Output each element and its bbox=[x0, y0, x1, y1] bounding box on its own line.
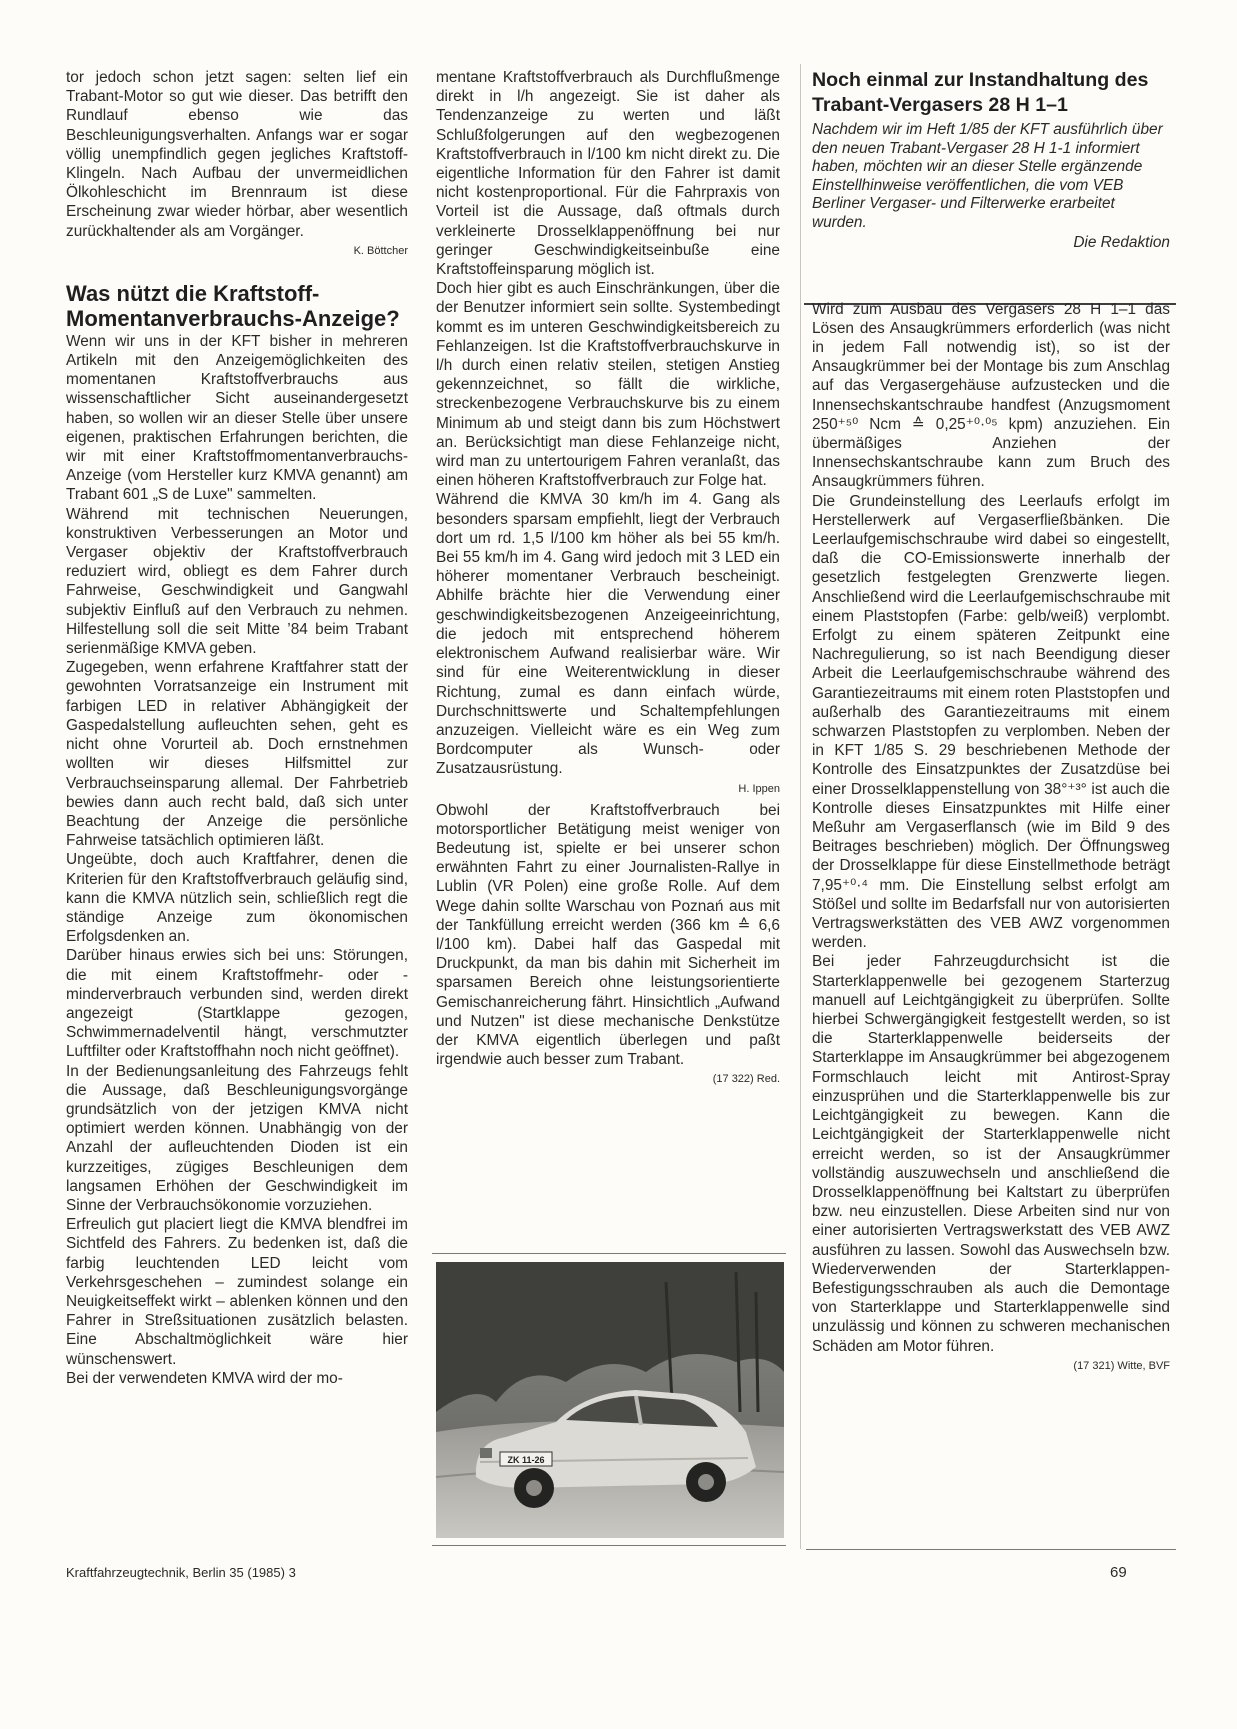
continued-paragraph: tor jedoch schon jetzt sagen: selten lief ein Trabant-Motor so gut wie dieser. Das betrifft den Rundlauf ebenso wie das Beschleunigungsverhalten. Anfangs war er sogar völlig unempfindlich gegen jegliches Kraftstoff-Klingeln. Nach Aufbau der unvermeidlichen Ölkohleschicht im Brennraum ist diese Erscheinung zwar wieder hörbar, aber wesentlich zurückhaltender als am Vorgänger. bbox=[66, 69, 408, 240]
body-paragraph: Zugegeben, wenn erfahrene Kraftfahrer statt der gewohnten Vorratsanzeige ein Instrument mit farbigen LED in relativer Abhängigkeit der Gaspedalstellung aufleuchten sehen, geht es nicht ohne Vorurteil ab. Doch ernstnehmen wollten wir dieses Hilfsmittel zur Verbrauchseinsparung allemal. Der Fahrbetrieb bewies dann auch recht bald, daß sich unter Beachtung der Anzeige die persönliche Fahrweise tatsächlich optimieren läßt. bbox=[66, 659, 408, 850]
footer-publication: Kraftfahrzeugtechnik, Berlin 35 (1985) 3 bbox=[66, 1565, 296, 1580]
body-paragraph: mentane Kraftstoffverbrauch als Durchflußmenge direkt in l/h angezeigt. Sie ist daher als Tendenzanzeige zu werten und läßt Schlußfolgerungen auf den wegbezogenen Kraftstoffverbrauch in l/100 km nicht direkt zu. Die eigentliche Information für den Fahrer ist damit nicht kostenproportional. Für die Fahrpraxis von Vorteil ist die Aussage, daß oftmals durch verkleinerte Drosselklappenöffnung bei nur geringer Geschwindigkeitseinbuße eine Kraftstoffeinsparung möglich ist. bbox=[436, 69, 780, 279]
column-divider bbox=[800, 64, 801, 1549]
column-1 bbox=[66, 68, 408, 1388]
body-paragraph: Bei der verwendeten KMVA wird der mo- bbox=[66, 1369, 343, 1387]
author-signature: K. Böttcher bbox=[353, 244, 408, 257]
editorial-signature: Die Redaktion bbox=[1073, 233, 1170, 251]
body-paragraph: Während die KMVA 30 km/h im 4. Gang als besonders sparsam empfiehlt, liegt der Verbrauch dort um rd. 1,5 l/100 km höher als bei 55 km/h. Bei 55 km/h im 4. Gang wird jedoch mit 3 LED ein höherer momentaner Verbrauch bescheinigt. Abhilfe brächte hier die Verwendung einer geschwindigkeitsbezogenen Anzeigeeinrichtung, die jedoch mit entsprechend höherem elektronischem Aufwand realisierbar wäre. Wir sind für eine Weiterentwicklung in dieser Richtung, zumal es dann einfach würde, Durchschnittswerte und Schaltempfehlungen anzuzeigen. Vielleicht wäre es ein Weg zum Bordcomputer als Wunsch- oder Zusatzausrüstung. bbox=[436, 491, 780, 778]
body-paragraph: Während mit technischen Neuerungen, konstruktiven Verbesserungen an Motor und Vergaser objektiv der Kraftstoffverbrauch reduziert wird, obliegt es dem Fahrer durch Fahrweise, Geschwindigkeit und Gangwahl subjektiv Einfluß auf den Verbrauch zu nehmen. Hilfestellung soll die seit Mitte ’84 beim Trabant serienmäßige KMVA geben. bbox=[66, 505, 408, 658]
author-signature: H. Ippen bbox=[738, 782, 780, 795]
body-paragraph: Obwohl der Kraftstoffverbrauch bei motorsportlicher Betätigung meist weniger von Bedeutung ist, spielte er bei unserer schon erwähnten Fahrt zu einer Journalisten-Rallye in Lublin (VR Polen) eine große Rolle. Auf dem Wege dahin sollte Warschau von Poznań aus mit der Tankfüllung erreicht werden (366 km ≙ 6,6 l/100 km). Dabei half das Gaspedal mit Druckpunkt, da man bis dahin mit Sicherheit im sparsamen Bereich ohne leistungsorientierte Gemischanreicherung fährt. Hinsichtlich „Aufwand und Nutzen" ist diese mechanische Denkstütze der KMVA eigentlich überlegen und paßt irgendwie auch besser zum Trabant. bbox=[436, 801, 780, 1069]
body-paragraph: Darüber hinaus erwies sich bei uns: Störungen, die mit einem Kraftstoffmehr- oder -minderverbrauch verbunden sind, werden direkt angezeigt (Startklappe gezogen, Schwimmernadelventil hängt, verschmutzter Luftfilter oder Kraftstoffhahn noch nicht geöffnet). bbox=[66, 947, 408, 1061]
column-2 bbox=[436, 68, 780, 1091]
photo-bottom-rule bbox=[432, 1545, 786, 1546]
license-plate-text: ZK 11-26 bbox=[507, 1455, 545, 1465]
column-3 bbox=[812, 68, 1170, 1378]
article-heading: Was nützt die Kraftstoff-Momentanverbrauchs-Anzeige? bbox=[66, 280, 400, 331]
body-paragraph: Die Grundeinstellung des Leerlaufs erfolgt im Herstellerwerk auf Vergaserfließbänken. Die Leerlaufgemischschraube wird dabei so eingestellt, daß die CO-Emissionswerte innerhalb der gesetzlich festgelegten Grenzwerte liegen. Anschließend wird die Leerlaufgemischschraube mit einem Plaststopfen (Farbe: gelb/weiß) verplombt. Erfolgt zu einem späteren Zeitpunkt eine Nachregulierung, so ist nach Beendigung dieser Arbeit die Leerlaufgemischschraube während des Garantiezeitraums mit einem roten Plaststopfen und außerhalb des Garantiezeitraums mit einem schwarzen Plaststopfen zu verplomben. Neben der in KFT 1/85 S. 29 beschriebenen Methode der Kontrolle des Einsatzpunktes der Zusatzdüse bei einer Drosselklappenstellung von 38°⁺³° ist auch die Kontrolle dieses Einsatzpunktes mit Hilfe einer Meßuhr am Vergaserflansch (wie im Bild 9 des Beitrages beschrieben) möglich. Der Öffnungsweg der Drosselklappe für diese Einstellmethode beträgt 7,95⁺⁰·⁴ mm. Die Einstellung selbst erfolgt am Stößel und sollte im Bedarfsfall nur von autorisierten Vertragswerkstätten des VEB AWZ vorgenommen werden. bbox=[812, 492, 1170, 952]
box-spacer bbox=[812, 260, 1170, 300]
car-photo-icon bbox=[436, 1262, 784, 1538]
body-paragraph: Bei jeder Fahrzeugdurchsicht ist die Starterklappenwelle bei gezogenem Starterzug manuell auf Leichtgängigkeit zu überprüfen. Sollte hierbei Schwergängigkeit festgestellt werden, so ist die Starterklappenwelle beiderseits der Starterklappe im Ansaugkrümmer bei abgezogenem Formschlauch leicht mit Antirost-Spray einzusprühen und die Starterklappenwelle bis zur Leichtgängigkeit zu bewegen. Kann die Leichtgängigkeit der Starterklappenwelle nicht erreicht werden, so ist der Ansaugkrümmer vollständig auszuwechseln und anschließend die Drosselklappenöffnung bei Kaltstart zu überprüfen bzw. neu einzustellen. Diese Arbeiten sind nur von einer autorisierten Vertragswerkstatt des VEB AWZ ausführen zu lassen. Sowohl das Auswechseln bzw. Wiederverwenden der Starterklappen-Befestigungsschrauben als auch die Demontage von Starterklappe und Starterklappenwelle sind unzulässig und können zu schweren mechanischen Schäden am Motor führen. bbox=[812, 953, 1170, 1355]
body-paragraph: In der Bedienungsanleitung des Fahrzeugs fehlt die Aussage, daß Beschleunigungsvorgänge grundsätzlich von der jetzigen KMVA nicht optimiert werden können. Unabhängig von der Anzahl der aufleuchtenden Dioden ist ein kurzzeitiges, zügiges Beschleunigen dem langsamen Erhöhen der Geschwindigkeit im Sinne der Verbrauchsökonomie vorzuziehen. bbox=[66, 1062, 408, 1214]
box-heading: Noch einmal zur Instandhaltung des Trabant-Vergasers 28 H 1–1 bbox=[812, 69, 1149, 116]
body-paragraph: Wird zum Ausbau des Vergasers 28 H 1–1 das Lösen des Ansaugkrümmers erforderlich (was nicht in jedem Fall notwendig ist), so ist der Ansaugkrümmer bei der Montage bis zum Anschlag auf das Vergasergehäuse aufzustecken und die Innensechskantschraube handfest (Anzugsmoment 250⁺⁵⁰ Ncm ≙ 0,25⁺⁰·⁰⁵ kpm) anzuziehen. Ein übermäßiges Anziehen der Innensechskantschraube kann zum Bruch des Ansaugkrümmers führen. bbox=[812, 300, 1170, 491]
column-3-bottom-rule bbox=[806, 1549, 1176, 1550]
body-paragraph: Erfreulich gut placiert liegt die KMVA blendfrei im Sichtfeld des Fahrers. Zu bedenken ist, daß die farbig leuchtenden LED leicht vom Verkehrsgeschehen – zumindest solange ein Neuigkeitseffekt wirkt – ablenken können und den Fahrer in Streßsituationen zusätzlich belasten. Eine Abschaltmöglichkeit wäre hier wünschenswert. bbox=[66, 1216, 408, 1368]
article-reference-signature: (17 322) Red. bbox=[712, 1073, 780, 1086]
photo-top-rule bbox=[432, 1253, 786, 1254]
page-number: 69 bbox=[1110, 1564, 1127, 1581]
article-reference-signature: (17 321) Witte, BVF bbox=[1073, 1359, 1170, 1372]
trabant-photo bbox=[436, 1262, 784, 1538]
article-body bbox=[66, 332, 408, 1388]
body-paragraph: Doch hier gibt es auch Einschränkungen, über die der Benutzer informiert sein sollte. Systembedingt kommt es im unteren Geschwindigkeitsbereich zu Fehlanzeigen. Ist die Kraftstoffverbrauchskurve in l/h durch einen relativ steilen, stetigen Anstieg gekennzeichnet, so fällt die wirkliche, streckenbezogene Verbrauchskurve bis zu einem Minimum ab und steigt dann bis zum Höchstwert an. Berücksichtigt man diese Fehlanzeige nicht, wird man zu untertourigem Fahren veranlaßt, das einen höheren Kraftstoffverbrauch zur Folge hat. bbox=[436, 280, 780, 490]
editorial-intro: Nachdem wir im Heft 1/85 der KFT ausführlich über den neuen Trabant-Vergaser 28 H 1-1 informiert haben, möchten wir an dieser Stelle ergänzende Einstellhinweise veröffentlichen, die vom VEB Berliner Vergaser- und Filterwerke erarbeitet wurden. bbox=[812, 121, 1163, 231]
body-paragraph: Wenn wir uns in der KFT bisher in mehreren Artikeln mit den Anzeigemöglichkeiten des momentanen Kraftstoffverbrauchs aus wissenschaftlicher Sicht auseinandergesetzt haben, so wollen wir an dieser Stelle über unsere eigenen, praktischen Erfahrungen berichten, die wir mit einer Kraftstoffmomentanverbrauchs-Anzeige (vom Hersteller kurz KMVA genannt) am Trabant 601 „S de Luxe" sammelten. bbox=[66, 332, 408, 504]
body-paragraph: Ungeübte, doch auch Kraftfahrer, denen die Kriterien für den Kraftstoffverbrauch geläufig sind, kann die KMVA nützlich sein, schließlich regt die ständige Anzeige zum ökonomischen Erfolgsdenken an. bbox=[66, 851, 408, 946]
